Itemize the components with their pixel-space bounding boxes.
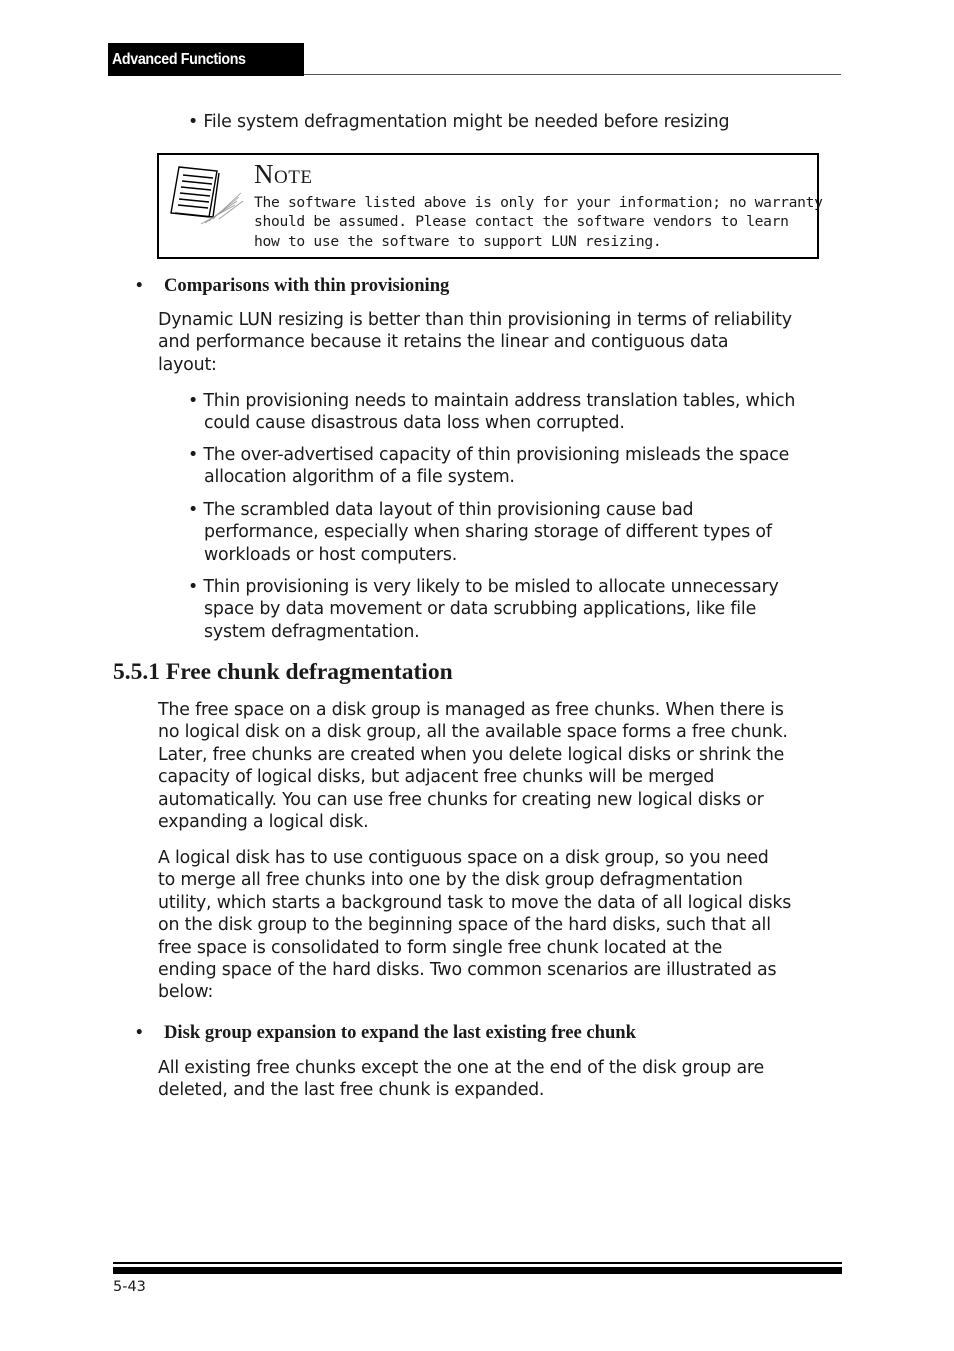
thin-bullet: • Thin provisioning needs to maintain address translation tables, which could cause disastrous data loss when corrupted. — [188, 391, 796, 434]
header-section-label: Advanced Functions — [112, 51, 246, 68]
section-paragraph: The free space on a disk group is managed as free chunks. When there is no logical disk on a disk group, all the available space forms a free chunk. Later, free chunks are created when you delete logical disks or shrink the capacity of logical disks, but adjacent free chunks will be merged automatically. You can use free chunks for creating new logical disks or expanding a logical disk. — [158, 700, 788, 833]
thin-bullet: • The over-advertised capacity of thin provisioning misleads the space allocation algorithm of a file system. — [188, 445, 790, 488]
section-title: 5.5.1 Free chunk defragmentation — [113, 659, 453, 685]
top-bullet: • File system defragmentation might be needed before resizing — [188, 112, 730, 132]
expansion-paragraph: All existing free chunks except the one at the end of the disk group are deleted, and the last free chunk is expanded. — [158, 1058, 764, 1101]
note-line: how to use the software to support LUN resizing. — [254, 232, 662, 250]
section-paragraph: A logical disk has to use contiguous space on a disk group, so you need to merge all free chunks into one by the disk group defragmentation utility, which starts a background task to move the data of all logical disks on the disk group to the beginning space of the hard disks, such that all free space is consolidated to form single free chunk located at the ending space of the hard disks. Two common scenarios are illustrated as below: — [158, 848, 792, 1003]
footer-rule-thin — [113, 1262, 842, 1264]
note-text — [254, 193, 823, 251]
expansion-heading: • Disk group expansion to expand the last existing free chunk — [136, 1022, 636, 1043]
note-paper-icon — [165, 163, 247, 227]
thin-bullet: • The scrambled data layout of thin provisioning cause bad performance, especially when sharing storage of different types of workloads or host computers. — [188, 500, 772, 565]
footer-rule-thick — [113, 1267, 842, 1274]
header-rule — [304, 74, 841, 75]
thin-intro: Dynamic LUN resizing is better than thin provisioning in terms of reliability and performance because it retains the linear and contiguous data layout: — [158, 310, 792, 375]
note-line: The software listed above is only for your information; no warranty — [254, 194, 823, 211]
note-line: should be assumed. Please contact the software vendors to learn — [254, 213, 789, 231]
note-title: Note — [254, 159, 313, 189]
thin-bullet: • Thin provisioning is very likely to be misled to allocate unnecessary space by data movement or data scrubbing applications, like file system defragmentation. — [188, 577, 779, 642]
note-box — [157, 153, 823, 259]
page-number: 5-43 — [113, 1279, 146, 1295]
thin-heading: • Comparisons with thin provisioning — [136, 275, 450, 296]
